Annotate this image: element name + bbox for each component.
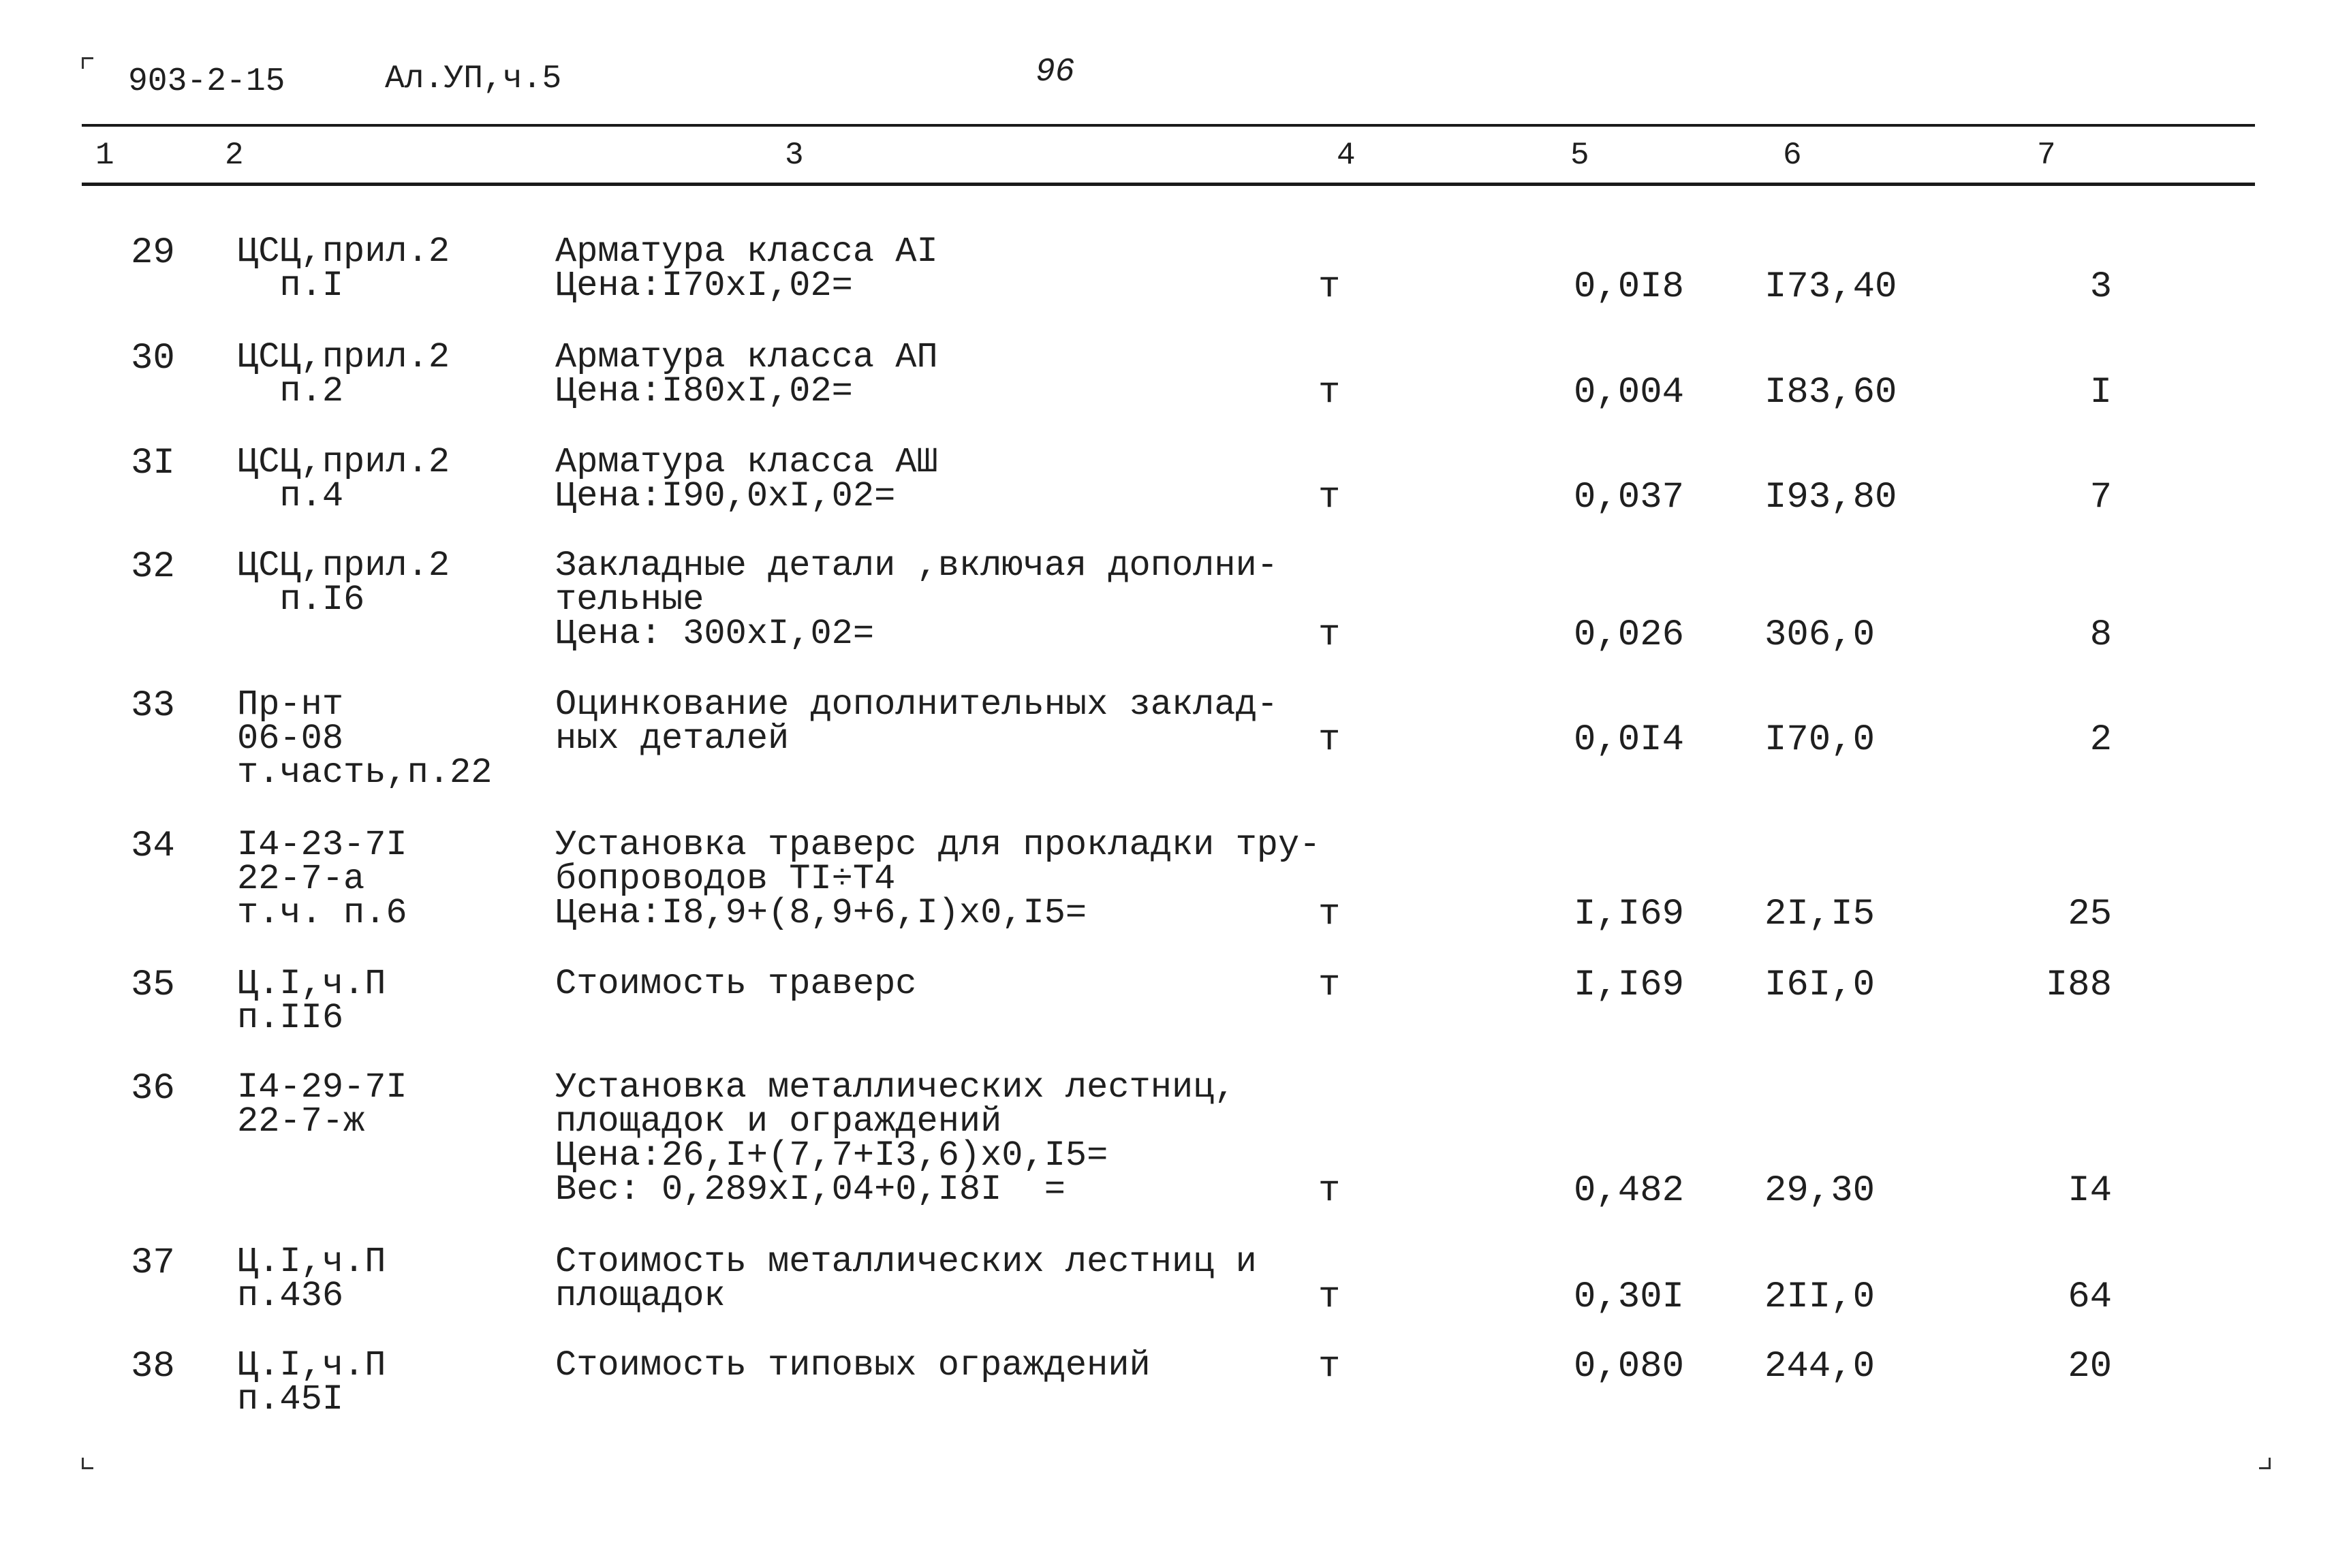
row-quantity: 0,004: [1574, 372, 1685, 413]
row-unit: т: [1318, 719, 1341, 761]
row-number: 29: [131, 232, 175, 274]
row-number: 38: [131, 1346, 175, 1387]
row-quantity: 0,037: [1574, 477, 1685, 518]
row-quantity: 0,0I4: [1574, 719, 1685, 761]
document-code: 903-2-15: [128, 63, 285, 100]
row-description-line: Стоимость траверс: [555, 964, 917, 1004]
row-unit: т: [1318, 266, 1341, 308]
row-number: 35: [131, 965, 175, 1006]
row-reference-line: п.I: [237, 266, 344, 306]
row-description-line: Цена: 300хI,02=: [555, 614, 875, 654]
row-reference-line: ЦСЦ,прил.2: [237, 337, 450, 377]
row-reference-line: 22-7-а: [237, 859, 365, 899]
row-quantity: 0,30I: [1574, 1276, 1685, 1318]
row-description-line: Закладные детали ,включая дополни-: [555, 546, 1278, 586]
row-reference-line: Ц.I,ч.П: [237, 1242, 386, 1282]
row-description-line: Арматура класса АП: [555, 337, 938, 377]
row-reference-line: I4-29-7I: [237, 1067, 407, 1108]
row-description-line: Оцинкование дополнительных заклад-: [555, 685, 1278, 725]
row-description-line: Цена:I70хI,02=: [555, 266, 853, 306]
row-quantity: I,I69: [1574, 965, 1685, 1006]
row-reference-line: 22-7-ж: [237, 1101, 365, 1142]
row-reference-line: Ц.I,ч.П: [237, 1345, 386, 1385]
row-unit-price: I93,80: [1764, 477, 1897, 518]
column-number-2: 2: [225, 138, 244, 173]
row-unit-price: 2I,I5: [1764, 894, 1876, 935]
row-unit: т: [1318, 614, 1341, 656]
row-quantity: 0,080: [1574, 1346, 1685, 1387]
row-description-line: бопроводов TI÷T4: [555, 859, 896, 899]
row-number: 37: [131, 1242, 175, 1284]
row-total: I4: [2068, 1170, 2112, 1212]
row-quantity: I,I69: [1574, 894, 1685, 935]
row-reference-line: ЦСЦ,прил.2: [237, 442, 450, 482]
row-reference-line: п.2: [237, 371, 344, 411]
row-description-line: Вес: 0,289хI,04+0,I8I =: [555, 1170, 1065, 1210]
row-reference-line: п.45I: [237, 1379, 344, 1420]
row-description-line: Арматура класса АI: [555, 232, 938, 272]
row-description-line: Стоимость типовых ограждений: [555, 1345, 1151, 1385]
row-unit: т: [1318, 1346, 1341, 1387]
row-unit-price: 306,0: [1764, 614, 1876, 656]
row-total: I88: [2045, 965, 2112, 1006]
column-number-1: 1: [95, 138, 114, 173]
row-unit-price: I73,40: [1764, 266, 1897, 308]
corner-mark-bottom-right: [2259, 1458, 2271, 1469]
row-reference-line: т.часть,п.22: [237, 753, 493, 793]
row-unit: т: [1318, 965, 1341, 1006]
column-number-6: 6: [1783, 138, 1802, 173]
row-reference-line: п.II6: [237, 998, 344, 1038]
row-quantity: 0,482: [1574, 1170, 1685, 1212]
corner-mark-bottom-left: [82, 1458, 93, 1469]
row-quantity: 0,0I8: [1574, 266, 1685, 308]
row-total: 25: [2068, 894, 2112, 935]
row-number: 34: [131, 826, 175, 867]
row-unit: т: [1318, 372, 1341, 413]
row-total: 64: [2068, 1276, 2112, 1318]
row-unit: т: [1318, 477, 1341, 518]
row-unit-price: 244,0: [1764, 1346, 1876, 1387]
row-total: 7: [2089, 477, 2112, 518]
row-description-line: тельные: [555, 580, 704, 620]
row-description-line: ных деталей: [555, 719, 790, 759]
row-unit-price: 2II,0: [1764, 1276, 1876, 1318]
row-description-line: Стоимость металлических лестниц и: [555, 1242, 1257, 1282]
row-description-line: Цена:I80хI,02=: [555, 371, 853, 411]
row-reference-line: п.4: [237, 476, 344, 516]
row-total: I: [2089, 372, 2112, 413]
page-number: 96: [1036, 54, 1075, 91]
row-reference-line: Пр-нт: [237, 685, 344, 725]
row-unit: т: [1318, 1170, 1341, 1212]
row-total: 20: [2068, 1346, 2112, 1387]
row-reference-line: ЦСЦ,прил.2: [237, 232, 450, 272]
row-reference-line: ЦСЦ,прил.2: [237, 546, 450, 586]
row-description-line: Цена:26,I+(7,7+I3,6)х0,I5=: [555, 1135, 1108, 1176]
row-total: 8: [2089, 614, 2112, 656]
row-number: 32: [131, 546, 175, 588]
row-reference-line: I4-23-7I: [237, 825, 407, 865]
row-unit-price: I6I,0: [1764, 965, 1876, 1006]
row-unit-price: 29,30: [1764, 1170, 1876, 1212]
row-reference-line: т.ч. п.6: [237, 893, 407, 933]
column-number-7: 7: [2037, 138, 2056, 173]
row-description-line: Установка траверс для прокладки тру-: [555, 825, 1321, 865]
row-description-line: Арматура класса АШ: [555, 442, 938, 482]
row-number: 36: [131, 1068, 175, 1110]
row-unit: т: [1318, 894, 1341, 935]
row-quantity: 0,026: [1574, 614, 1685, 656]
row-description-line: Установка металлических лестниц,: [555, 1067, 1236, 1108]
row-reference-line: Ц.I,ч.П: [237, 964, 386, 1004]
column-number-5: 5: [1570, 138, 1589, 173]
row-reference-line: п.I6: [237, 580, 365, 620]
table-top-rule: [82, 124, 2255, 127]
column-number-3: 3: [785, 138, 804, 173]
row-description-line: Цена:I90,0хI,02=: [555, 476, 896, 516]
row-number: 33: [131, 685, 175, 727]
row-number: 3I: [131, 443, 175, 484]
table-header-rule: [82, 183, 2255, 186]
row-unit-price: I83,60: [1764, 372, 1897, 413]
row-reference-line: 06-08: [237, 719, 344, 759]
row-description-line: Цена:I8,9+(8,9+6,I)х0,I5=: [555, 893, 1087, 933]
row-unit: т: [1318, 1276, 1341, 1318]
corner-mark-top-left: [82, 57, 93, 69]
album-reference: Ал.УП,ч.5: [385, 61, 562, 97]
row-description-line: площадок и ограждений: [555, 1101, 1002, 1142]
row-reference-line: п.436: [237, 1276, 344, 1316]
row-description-line: площадок: [555, 1276, 726, 1316]
row-total: 3: [2089, 266, 2112, 308]
row-number: 30: [131, 338, 175, 379]
row-total: 2: [2089, 719, 2112, 761]
column-number-4: 4: [1337, 138, 1356, 173]
row-unit-price: I70,0: [1764, 719, 1876, 761]
